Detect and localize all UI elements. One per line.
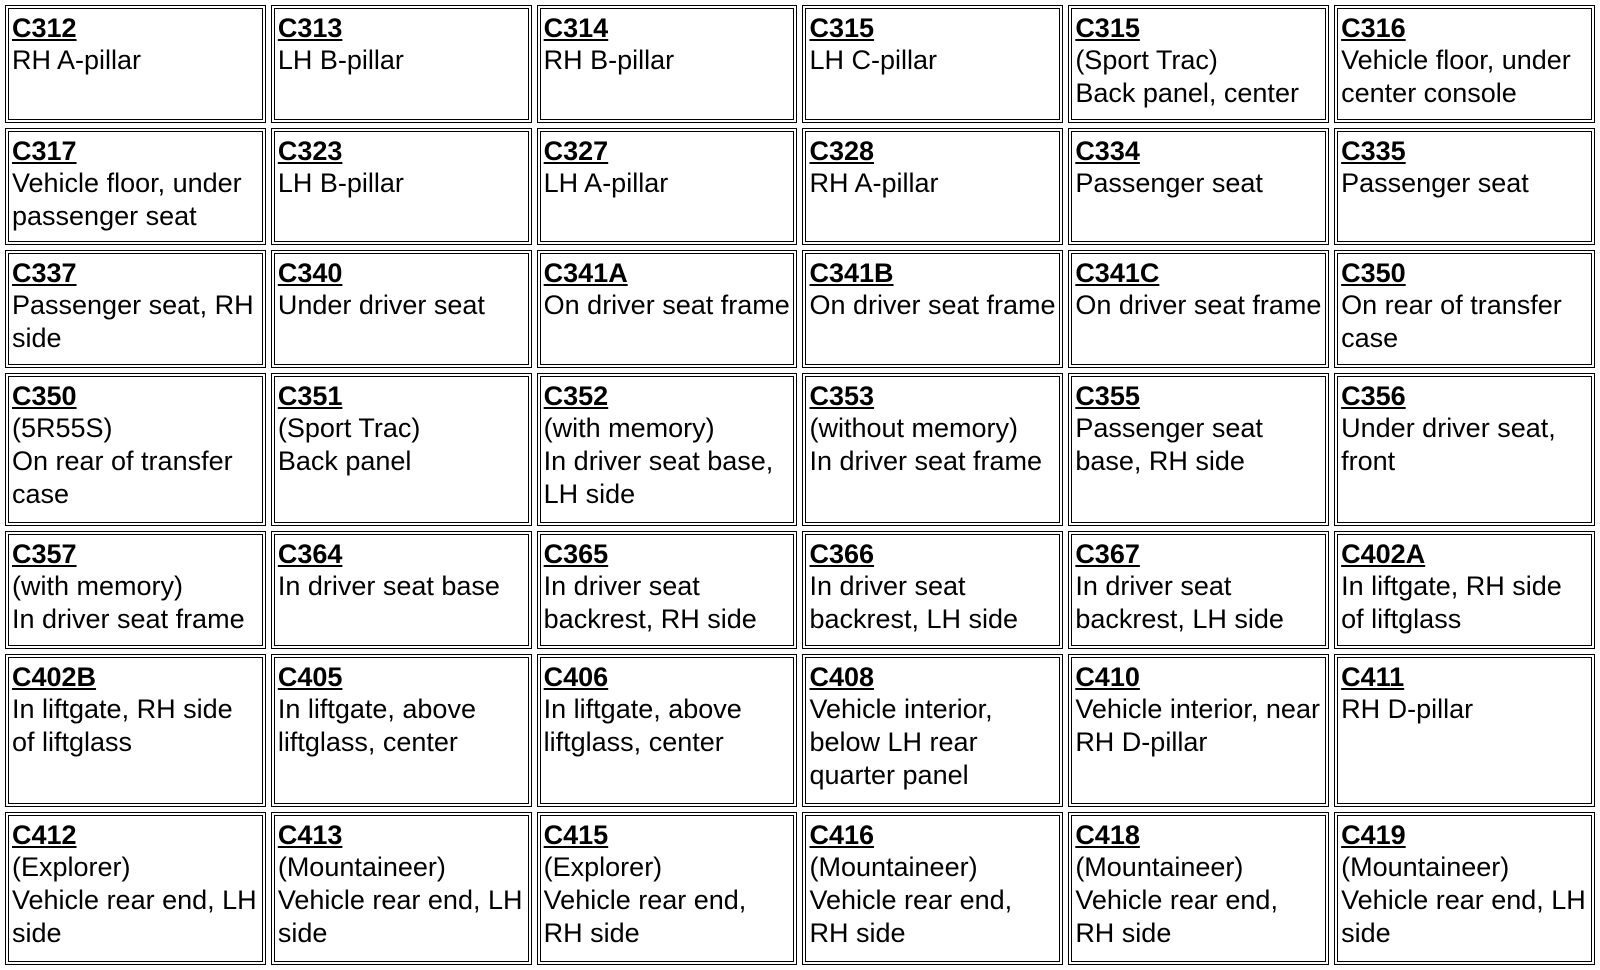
connector-location: Passenger seat base, RH side <box>1075 412 1263 476</box>
connector-cell <box>271 5 532 123</box>
connector-note: (Mountaineer) <box>277 851 446 882</box>
connector-cell <box>5 531 266 649</box>
connector-note: (with memory) <box>12 570 184 601</box>
connector-location: LH A-pillar <box>543 167 669 198</box>
connector-location: On rear of transfer case <box>1341 290 1562 354</box>
connector-code: C419 <box>1341 819 1406 850</box>
connector-location: Passenger seat, RH side <box>12 290 254 354</box>
connector-note: (Mountaineer) <box>809 851 978 882</box>
connector-location: On rear of transfer case <box>12 445 233 509</box>
connector-code: C406 <box>543 661 609 692</box>
connector-location: In liftgate, above liftglass, center <box>277 693 476 757</box>
connector-location: RH D-pillar <box>1341 693 1474 724</box>
connector-code: C315 <box>1075 13 1140 43</box>
connector-code: C313 <box>277 13 343 43</box>
connector-cell <box>271 654 532 807</box>
connector-location: In driver seat base, LH side <box>543 445 774 509</box>
connector-location: Vehicle rear end, RH side <box>1075 884 1278 948</box>
connector-note: (Sport Trac) <box>1075 45 1218 75</box>
connector-code: C416 <box>809 819 875 850</box>
connector-cell <box>802 373 1063 526</box>
connector-location: Vehicle floor, under center console <box>1341 45 1571 108</box>
connector-cell <box>802 812 1063 965</box>
connector-cell <box>1068 5 1329 123</box>
connector-location: Vehicle interior, near RH D-pillar <box>1075 693 1320 757</box>
connector-code: C353 <box>809 380 875 411</box>
connector-code: C315 <box>809 13 875 43</box>
connector-location: RH A-pillar <box>12 45 142 75</box>
connector-code: C323 <box>277 135 343 166</box>
connector-cell <box>802 250 1063 368</box>
table-row <box>5 654 1595 807</box>
connector-cell <box>271 531 532 649</box>
connector-location: Passenger seat <box>1075 167 1263 198</box>
connector-code: C408 <box>809 661 875 692</box>
connector-location: In driver seat backrest, LH side <box>1075 570 1284 634</box>
connector-cell <box>1334 531 1595 649</box>
table-row <box>5 5 1595 123</box>
connector-cell <box>1068 373 1329 526</box>
connector-cell <box>1334 373 1595 526</box>
connector-cell <box>271 373 532 526</box>
connector-code: C334 <box>1075 135 1140 166</box>
connector-code: C312 <box>12 13 77 43</box>
connector-location: Under driver seat <box>277 290 485 321</box>
connector-cell <box>1334 654 1595 807</box>
connector-location: On driver seat frame <box>543 290 790 321</box>
connector-cell <box>5 5 266 123</box>
connector-cell <box>271 128 532 246</box>
connector-code: C350 <box>12 380 77 411</box>
connector-location: RH B-pillar <box>543 45 675 75</box>
connector-location: In liftgate, RH side of liftglass <box>1341 570 1562 634</box>
connector-location: On driver seat frame <box>1075 290 1322 321</box>
connector-location: In liftgate, RH side of liftglass <box>12 693 233 757</box>
connector-location: Vehicle rear end, RH side <box>543 884 747 948</box>
table-row <box>5 812 1595 965</box>
connector-code: C411 <box>1341 661 1405 692</box>
connector-code: C410 <box>1075 661 1140 692</box>
connector-code: C356 <box>1341 380 1406 411</box>
table-row <box>5 250 1595 368</box>
connector-cell <box>1334 5 1595 123</box>
connector-note: (Mountaineer) <box>1341 851 1510 882</box>
connector-code: C415 <box>543 819 609 850</box>
connector-note: (without memory) <box>809 412 1019 443</box>
connector-cell <box>5 250 266 368</box>
connector-cell <box>1334 128 1595 246</box>
connector-location: LH B-pillar <box>277 167 404 198</box>
connector-cell <box>271 250 532 368</box>
table-body <box>5 5 1595 965</box>
connector-location: In driver seat backrest, RH side <box>543 570 757 634</box>
connector-location: LH C-pillar <box>809 45 938 75</box>
connector-location: Vehicle interior, below LH rear quarter panel <box>809 693 993 790</box>
connector-cell <box>802 654 1063 807</box>
connector-code: C402B <box>12 661 97 692</box>
connector-code: C355 <box>1075 380 1140 411</box>
connector-code: C365 <box>543 538 609 569</box>
connector-location: In driver seat frame <box>809 445 1043 476</box>
connector-code: C328 <box>809 135 875 166</box>
connector-code: C413 <box>277 819 343 850</box>
connector-cell <box>1334 812 1595 965</box>
connector-location: Vehicle rear end, RH side <box>809 884 1013 948</box>
connector-code: C412 <box>12 819 77 850</box>
connector-location: In driver seat frame <box>12 603 245 634</box>
table-row <box>5 531 1595 649</box>
connector-cell <box>5 373 266 526</box>
connector-code: C352 <box>543 380 609 411</box>
connector-code: C341A <box>543 258 628 289</box>
connector-location: In driver seat backrest, LH side <box>809 570 1019 634</box>
connector-note: (with memory) <box>543 412 715 443</box>
connector-cell <box>802 5 1063 123</box>
connector-note: (Explorer) <box>12 851 131 882</box>
connector-cell <box>802 128 1063 246</box>
connector-cell <box>5 654 266 807</box>
connector-cell <box>537 654 798 807</box>
connector-code: C317 <box>12 135 77 166</box>
connector-code: C418 <box>1075 819 1140 850</box>
connector-code: C367 <box>1075 538 1140 569</box>
connector-location: Vehicle rear end, LH side <box>1341 884 1586 948</box>
connector-code: C357 <box>12 538 77 569</box>
connector-location: In driver seat base <box>277 570 500 601</box>
connector-location: Vehicle rear end, LH side <box>277 884 523 948</box>
connector-location: Vehicle floor, under passenger seat <box>12 167 242 231</box>
connector-cell <box>5 128 266 246</box>
connector-note: (Explorer) <box>543 851 663 882</box>
connector-code: C350 <box>1341 258 1406 289</box>
connector-cell <box>1068 654 1329 807</box>
connector-code: C364 <box>277 538 343 569</box>
connector-code: C405 <box>277 661 343 692</box>
connector-code: C341B <box>809 258 894 289</box>
connector-cell <box>1068 812 1329 965</box>
connector-code: C351 <box>277 380 343 411</box>
connector-location: On driver seat frame <box>809 290 1056 321</box>
connector-cell <box>271 812 532 965</box>
connector-cell <box>5 812 266 965</box>
connector-location: RH A-pillar <box>809 167 939 198</box>
connector-cell <box>537 250 798 368</box>
connector-location: Back panel, center <box>1075 78 1299 108</box>
connector-code: C340 <box>277 258 343 289</box>
connector-code: C402A <box>1341 538 1426 569</box>
connector-cell <box>1334 250 1595 368</box>
connector-cell <box>537 531 798 649</box>
connector-location: Passenger seat <box>1341 167 1529 198</box>
connector-code: C335 <box>1341 135 1406 166</box>
connector-cell <box>1068 250 1329 368</box>
connector-note: (Sport Trac) <box>277 412 421 443</box>
connector-cell <box>537 373 798 526</box>
connector-code: C366 <box>809 538 875 569</box>
connector-cell <box>1068 531 1329 649</box>
connector-note: (Mountaineer) <box>1075 851 1244 882</box>
table-row <box>5 373 1595 526</box>
table-row <box>5 128 1595 246</box>
connector-location: Under driver seat, front <box>1341 412 1556 476</box>
connector-location: LH B-pillar <box>277 45 404 75</box>
connector-cell <box>537 128 798 246</box>
connector-location: Vehicle rear end, LH side <box>12 884 257 948</box>
connector-code: C314 <box>543 13 609 43</box>
connector-location: Back panel <box>277 445 412 476</box>
connector-code: C327 <box>543 135 609 166</box>
connector-cell <box>802 531 1063 649</box>
connector-note: (5R55S) <box>12 412 113 443</box>
connector-code: C316 <box>1341 13 1406 43</box>
connector-code: C337 <box>12 258 77 289</box>
connector-cell <box>1068 128 1329 246</box>
connector-cell <box>537 812 798 965</box>
connector-cell <box>537 5 798 123</box>
connector-location: In liftgate, above liftglass, center <box>543 693 742 757</box>
connector-code: C341C <box>1075 258 1160 289</box>
